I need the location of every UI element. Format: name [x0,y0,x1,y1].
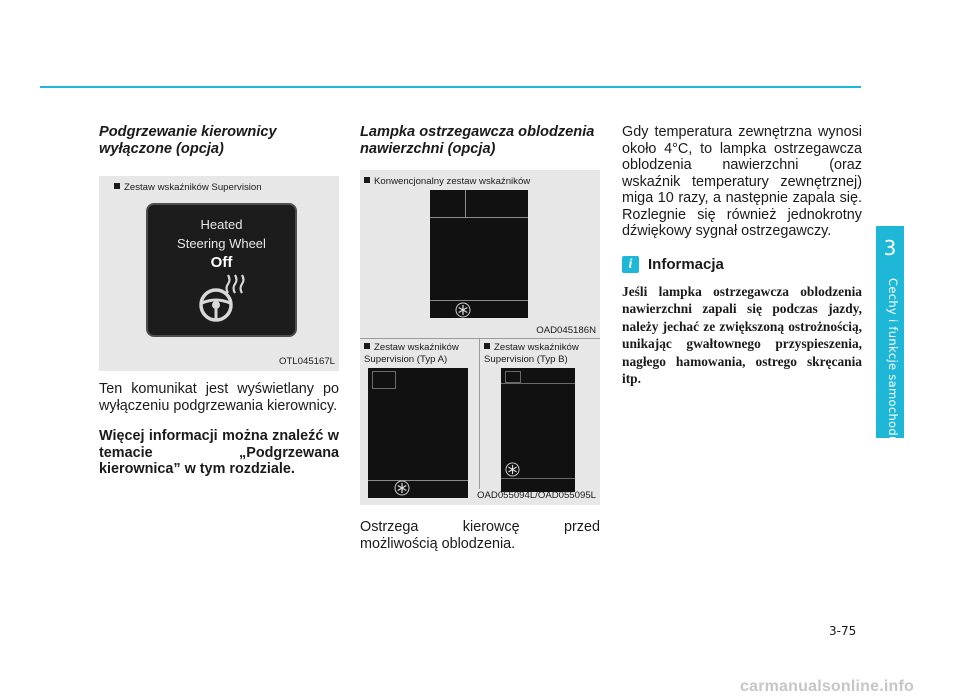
figure-code-conventional: OAD045186N [536,325,596,336]
figure-icy-road [360,170,600,505]
figure-caption-type-b: Zestaw wskaźników Supervision (Typ B) [484,342,579,365]
screen-line-heated: Heated [200,217,243,232]
text-more-info: Więcej informacji można znaleźć w temacie „Podgrzewana kierownica” w tym rozdziale. [99,428,339,477]
chapter-title: Cechy i funkcje samochodu [886,278,900,444]
screen-line-steering-wheel: Steering Wheel [177,236,266,251]
info-title: Informacja [648,255,724,273]
heading-heated-steering-off: Podgrzewanie kierownicy wyłączone (opcja) [99,124,277,157]
info-header [622,256,862,273]
info-icon: i [622,256,639,273]
figure-caption-conventional: Konwencjonalny zestaw wskaźników [364,176,530,187]
column-temperature-info [622,124,862,388]
heading-icy-road-warning: Lampka ostrzegawcza oblodzenia nawierzchni (opcja) [360,124,595,157]
supervision-type-a-display [368,368,468,498]
figure-caption: Zestaw wskaźników Supervision [114,182,262,193]
figure-code: OTL045167L [278,356,335,367]
watermark: carmanualsonline.info [740,678,915,695]
text-heated-steering-message: Ten komunikat jest wyświetlany po wyłączeniu podgrzewania kierownicy. [99,381,339,414]
figure-divider [360,338,600,339]
text-temperature-warning: Gdy temperatura zewnętrzna wynosi około 4°C, to lampka ostrzegawcza oblodzenia nawierzchni (oraz wskaźnik temperatury zewnętrznej) miga 10 razy, a następnie zapala się. Rozlegnie się również jednokrotny dźwiękowy sygnał ostrzegawczy. [622,124,862,239]
bullet-square-icon [364,177,370,183]
conventional-display [430,190,528,318]
figure-caption-type-a: Zestaw wskaźników Supervision (Typ A) [364,342,459,365]
chapter-tab [876,226,904,444]
screen-line-off: Off [210,254,233,271]
column-heated-steering [99,124,339,478]
figure-code-supervision: OAD055094L/OAD055095L [477,490,596,501]
bullet-square-icon [364,343,370,349]
figure-heated-steering [99,176,339,371]
top-rule [40,86,861,88]
chapter-number: 3 [883,236,897,260]
text-icy-road-warning: Ostrzega kierowcę przed możliwością oblodzenia. [360,519,600,552]
figure-divider-vertical [479,339,480,489]
snowflake-icon [394,480,410,496]
bullet-square-icon [114,183,120,189]
heated-steering-screen [146,203,297,337]
info-text: Jeśli lampka ostrzegawcza oblodzenia nawierzchni zapali się podczas jazdy, należy jechać ze zwiększoną ostrożnością, unikając gwałtownego przyspieszenia, nagłego hamowania, ostrego skręcania itp. [622,283,862,386]
page-number: 3-75 [829,624,857,638]
snowflake-icon [455,302,471,318]
heated-steering-wheel-icon [192,273,252,325]
bullet-square-icon [484,343,490,349]
snowflake-icon [505,462,520,477]
supervision-type-b-display [501,368,575,492]
column-icy-road [360,124,600,552]
